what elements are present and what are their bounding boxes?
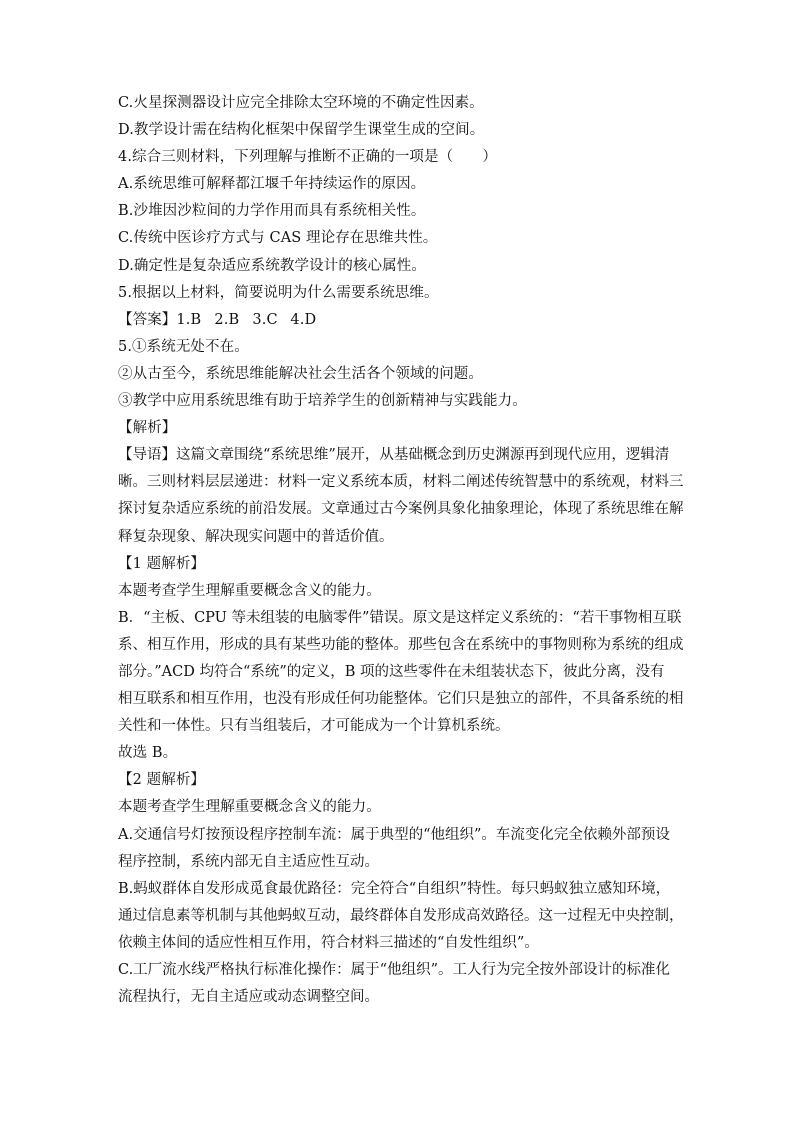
q1-b-line: 部分。”ACD 均符合“系统”的定义，B 项的这些零件在未组装状态下，彼此分离，没有 <box>118 663 665 680</box>
q4-option-a: A.系统思维可解释都江堰千年持续运作的原因。 <box>118 176 426 193</box>
q1-b-line: B．“主板、CPU 等未组装的电脑零件”错误。原文是这样定义系统的：“若干事物相互联 <box>118 609 682 626</box>
answer-5-point-2: ②从古至今，系统思维能解决社会生活各个领域的问题。 <box>118 365 483 382</box>
q2-option-a-paragraph <box>118 822 678 876</box>
q2-c-line: 流程执行，无自主适应或动态调整空间。 <box>118 989 379 1006</box>
q1-intro: 本题考查学生理解重要概念含义的能力。 <box>118 582 381 599</box>
answer-5-point-1: 5.①系统无处不在。 <box>118 338 249 355</box>
answer-1: 1.B <box>176 311 202 328</box>
q1-choice: 故选 B。 <box>118 745 178 762</box>
answer-4: 4.D <box>290 311 317 328</box>
q2-c-line: C.工厂流水线严格执行标准化操作：属于“他组织”。工人行为完全按外部设计的标准化 <box>118 962 671 978</box>
answer-3: 3.C <box>252 311 278 328</box>
option-c-line: C.火星探测器设计应完全排除太空环境的不确定性因素。 <box>118 95 484 111</box>
q1-option-b-paragraph <box>118 605 684 740</box>
q2-b-line: 通过信息素等机制与其他蚂蚁互动，最终群体自发形成高效路径。这一过程无中央控制， <box>118 907 684 924</box>
q4-option-b: B.沙堆因沙粒间的力学作用而具有系统相关性。 <box>118 203 426 220</box>
q2-option-b-paragraph <box>118 876 684 957</box>
document-page <box>118 90 684 1011</box>
option-d-line: D.教学设计需在结构化框架中保留学生课堂生成的空间。 <box>118 122 485 139</box>
q1-analysis-heading: 【1 题解析】 <box>118 555 206 572</box>
q2-analysis-heading: 【2 题解析】 <box>118 772 206 789</box>
answer-line <box>118 307 678 334</box>
q1-b-line: 相互联系和相互作用，也没有形成任何功能整体。它们只是独立的部件，不具备系统的相 <box>118 691 684 708</box>
answer-5-point-3: ③教学中应用系统思维有助于培养学生的创新精神与实践能力。 <box>118 393 527 410</box>
guide-paragraph <box>118 442 684 550</box>
q1-b-line: 关性和一体性。只有当组装后，才可能成为一个计算机系统。 <box>118 718 510 735</box>
guide-line: 释复杂现象、解决现实问题中的普适价值。 <box>118 528 394 545</box>
q2-b-line: B.蚂蚁群体自发形成觅食最优路径：完全符合“自组织”特性。每只蚂蚁独立感知环境， <box>118 880 671 897</box>
q2-a-line: A.交通信号灯按预设程序控制车流：属于典型的“他组织”。车流变化完全依赖外部预设 <box>118 826 670 843</box>
q2-option-c-paragraph <box>118 957 678 1011</box>
answer-2: 2.B <box>214 311 240 328</box>
q2-b-line: 依赖主体间的适应性相互作用，符合材料三描述的“自发性组织”。 <box>118 934 539 951</box>
q2-intro: 本题考查学生理解重要概念含义的能力。 <box>118 799 381 816</box>
question-5-stem: 5.根据以上材料，简要说明为什么需要系统思维。 <box>118 284 439 301</box>
guide-line: 探讨复杂适应系统的前沿发展。文章通过古今案例具象化抽象理论，体现了系统思维在解 <box>118 501 684 518</box>
answer-label: 【答案】 <box>118 311 177 328</box>
question-4-stem: 4.综合三则材料，下列理解与推断不正确的一项是（ ） <box>118 149 498 166</box>
guide-line: 【导语】这篇文章围绕“系统思维”展开，从基础概念到历史渊源再到现代应用，逻辑清 <box>118 447 670 464</box>
q4-option-c: C.传统中医诊疗方式与 CAS 理论存在思维共性。 <box>118 230 438 247</box>
q2-a-line: 程序控制，系统内部无自主适应性互动。 <box>118 853 379 870</box>
guide-line: 晰。三则材料层层递进：材料一定义系统本质，材料二阐述传统智慧中的系统观，材料三 <box>118 474 684 491</box>
analysis-heading: 【解析】 <box>118 420 177 437</box>
q4-option-d: D.确定性是复杂适应系统教学设计的核心属性。 <box>118 257 426 274</box>
q1-b-line: 系、相互作用，形成的具有某些功能的整体。那些包含在系统中的事物则称为系统的组成 <box>118 636 684 653</box>
